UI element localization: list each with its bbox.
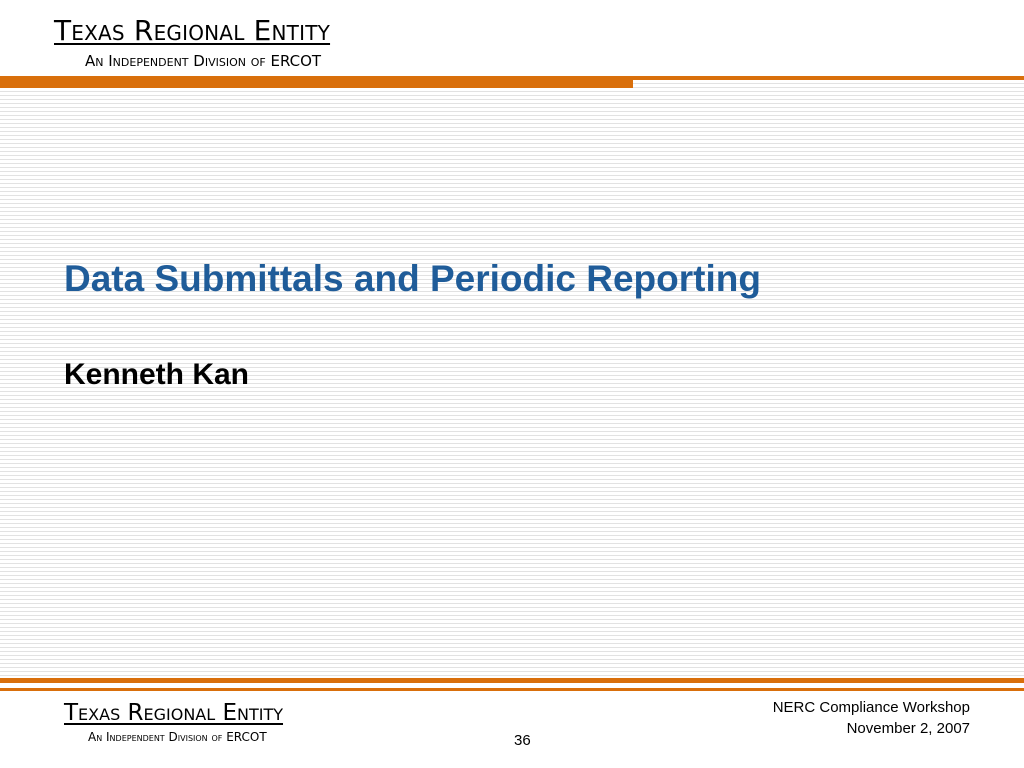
presenter-name: Kenneth Kan	[64, 358, 250, 391]
event-date: November 2, 2007	[846, 720, 970, 737]
footer-brand-subtitle: An Independent Division of ERCOT	[88, 730, 267, 744]
header-brand-subtitle: An Independent Division of ERCOT	[85, 52, 322, 70]
slide-title: Data Submittals and Periodic Reporting	[64, 258, 761, 299]
footer-accent-line-bottom	[0, 688, 1024, 691]
header-accent-bar	[0, 76, 633, 88]
footer-brand-title: Texas Regional Entity	[64, 700, 284, 726]
header-accent-line	[633, 76, 1024, 80]
event-name: NERC Compliance Workshop	[772, 699, 970, 716]
header-brand-title: Texas Regional Entity	[54, 14, 331, 47]
footer-accent-line-top	[0, 678, 1024, 683]
page-number: 36	[514, 732, 531, 749]
